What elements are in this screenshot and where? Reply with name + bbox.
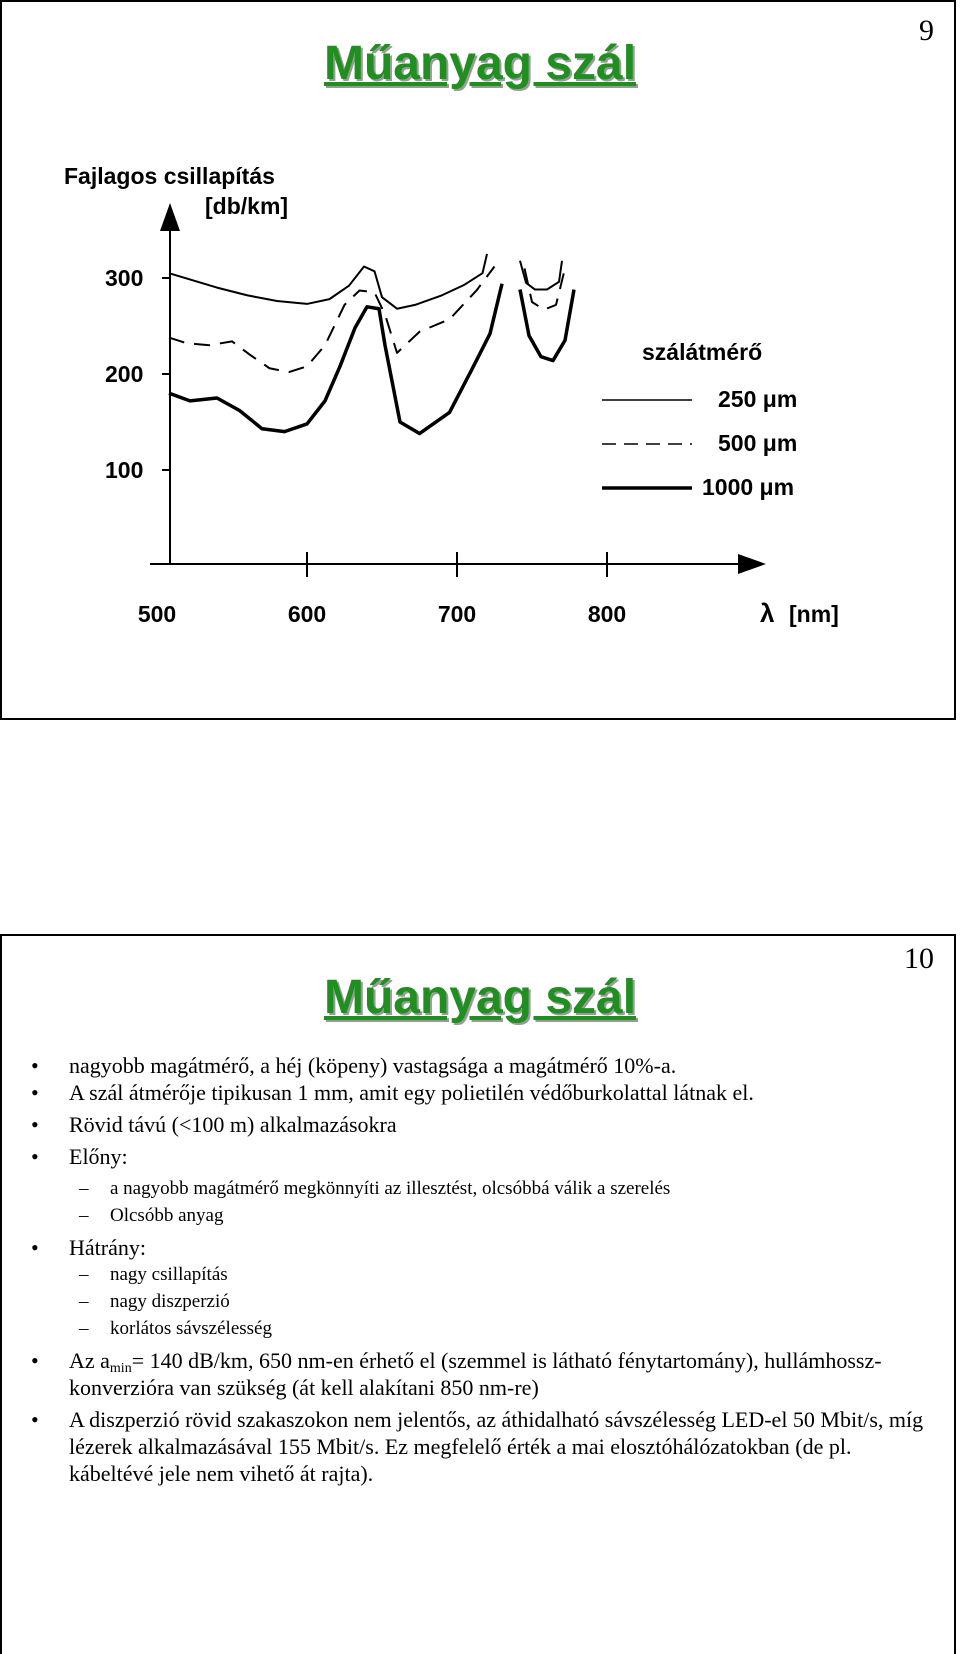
y-axis-title-line2: [db/km] bbox=[205, 193, 289, 219]
slide-10 bbox=[0, 934, 956, 1654]
series-line-1000-μm bbox=[169, 284, 502, 434]
series-line-250-μm bbox=[169, 254, 487, 309]
sub-item: – a nagyobb magátmérő megkönnyíti az illesztést, olcsóbbá válik a szerelés bbox=[2, 1175, 932, 1202]
page-number: 9 bbox=[919, 14, 934, 47]
sub-item: – nagy diszperzió bbox=[2, 1288, 932, 1315]
page-number: 10 bbox=[904, 942, 934, 975]
slide-title: Műanyag szál bbox=[323, 37, 637, 90]
amin-text: = 140 dB/km, 650 nm-en érhető el (szemmel is látható fénytartomány), hullámhossz-konverzióra van szükség (át kell alakítani 850 nm-re) bbox=[69, 1348, 882, 1400]
bullet-item: • Előny: bbox=[2, 1143, 932, 1170]
series-line-500-μm bbox=[169, 266, 495, 372]
y-tick-label: 100 bbox=[105, 457, 144, 483]
y-axis-title-line1: Fajlagos csillapítás bbox=[64, 163, 275, 189]
x-tick-label: 500 bbox=[137, 601, 177, 627]
bullet-item: • A diszperzió rövid szakaszokon nem jelentős, az áthidalható sávszélesség LED-el 50 Mbit/s, míg lézerek alkalmazásával 155 Mbit/s. Ez megfelelő érték a mai elosztóhálózatokban (de pl. kábeltévé jele nem vihető át rajta). bbox=[2, 1406, 932, 1487]
bullet-item: • Rövid távú (<100 m) alkalmazásokra bbox=[2, 1111, 932, 1138]
bullet-item-amin bbox=[2, 1347, 932, 1401]
bullet-list bbox=[2, 1052, 932, 1487]
sub-item: – korlátos sávszélesség bbox=[2, 1315, 932, 1342]
bullet-item: • nagyobb magátmérő, a héj (köpeny) vastagsága a magátmérő 10%-a. bbox=[2, 1052, 932, 1079]
sub-item: – Olcsóbb anyag bbox=[2, 1202, 932, 1229]
legend-label-250: 250 μm bbox=[718, 386, 798, 412]
attenuation-chart bbox=[2, 2, 954, 642]
series-line-1000-μm bbox=[520, 290, 574, 361]
slide-9 bbox=[0, 0, 956, 720]
x-tick-label: 700 bbox=[437, 601, 477, 627]
x-axis-symbol: λ bbox=[760, 598, 775, 628]
x-axis-unit: [nm] bbox=[789, 601, 839, 627]
amin-prefix: Az a bbox=[69, 1348, 110, 1373]
slide-title: Műanyag szál bbox=[323, 971, 637, 1024]
legend-label-1000: 1000 μm bbox=[702, 474, 795, 500]
y-tick-label: 200 bbox=[105, 361, 144, 387]
legend-title: szálátmérő bbox=[642, 339, 763, 365]
sub-item: – nagy csillapítás bbox=[2, 1261, 932, 1288]
y-tick-label: 300 bbox=[105, 265, 144, 291]
legend-label-500: 500 μm bbox=[718, 430, 798, 456]
x-tick-label: 800 bbox=[587, 601, 627, 627]
amin-subscript: min bbox=[109, 1361, 132, 1376]
x-tick-label: 600 bbox=[287, 601, 327, 627]
bullet-item: • Hátrány: bbox=[2, 1234, 932, 1261]
bullet-item: • A szál átmérője tipikusan 1 mm, amit egy polietilén védőburkolattal látnak el. bbox=[2, 1079, 932, 1106]
